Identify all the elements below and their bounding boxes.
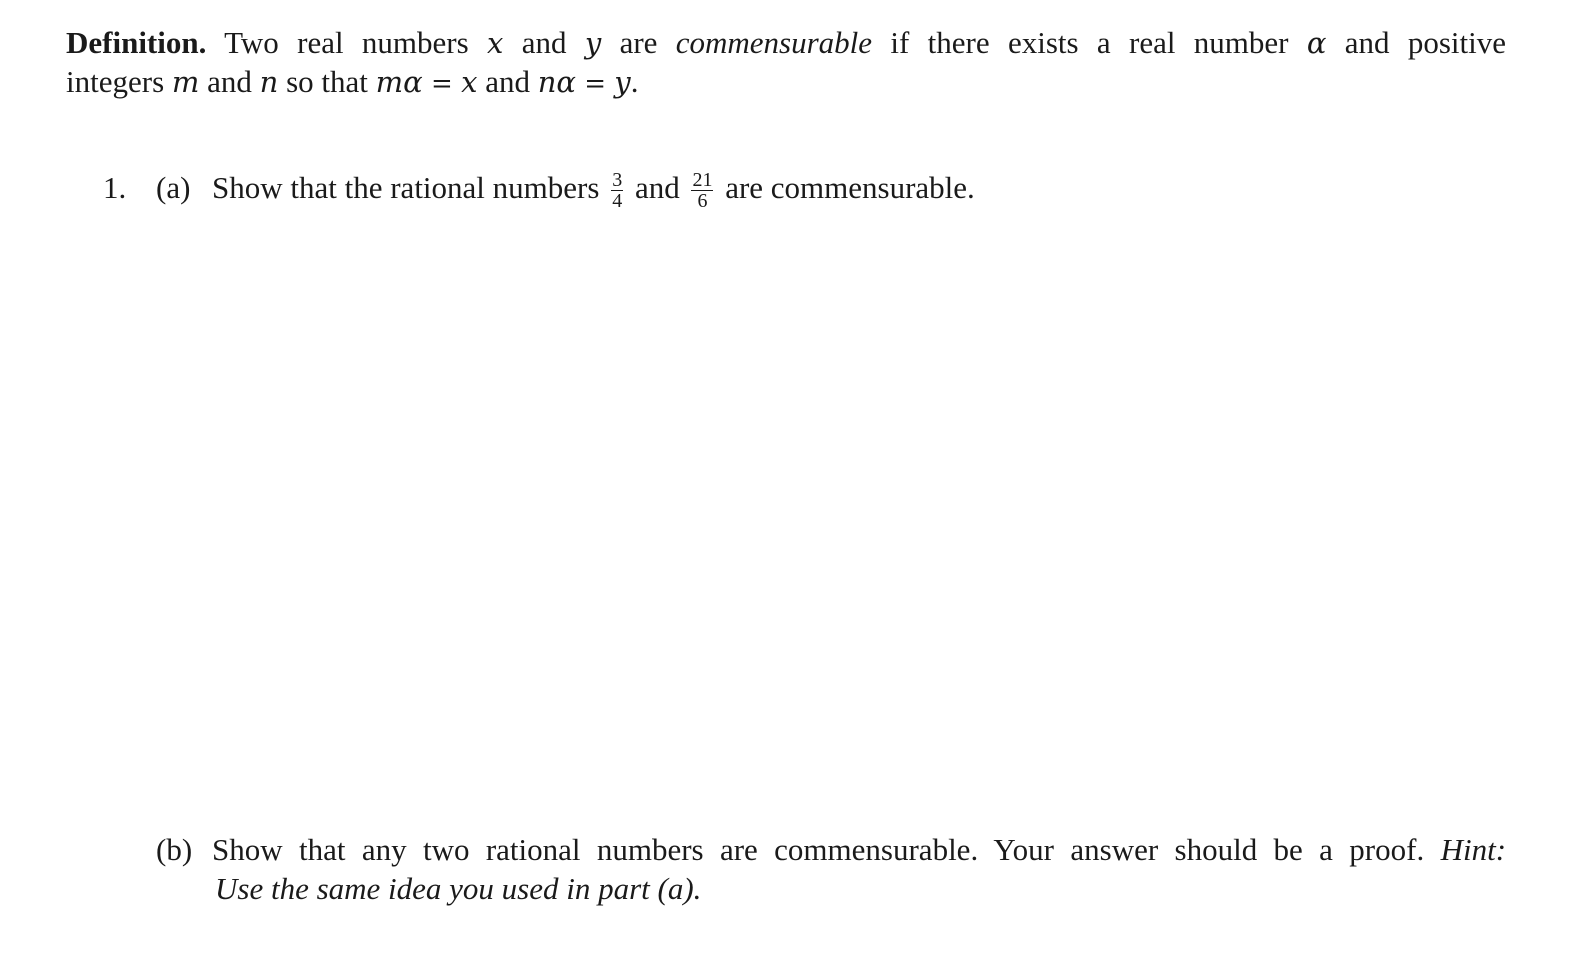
defined-term: commensurable [675, 25, 873, 60]
part-b-label: (b) [156, 832, 193, 867]
definition-text: are [601, 25, 676, 60]
definition-text: so that [278, 64, 376, 99]
definition-line-2 [66, 63, 638, 103]
problem-number: 1. [103, 170, 127, 205]
variable-alpha: α [1306, 26, 1327, 60]
variable-x: x [487, 26, 504, 60]
definition-text: and positive [1326, 25, 1507, 60]
equation-2-rhs: y [614, 65, 631, 99]
part-a-and: and [634, 170, 680, 205]
variable-y: y [584, 26, 602, 60]
fraction-numerator: 3 [612, 169, 623, 191]
variable-m: m [171, 65, 200, 99]
fraction-denominator: 6 [697, 190, 708, 212]
equals-sign: = [575, 69, 615, 99]
hint-label: Hint: [1440, 832, 1507, 867]
part-b-line-1 [156, 831, 1506, 869]
variable-n: n [259, 65, 279, 99]
part-a-label: (a) [156, 170, 191, 205]
fraction-denominator: 4 [612, 190, 623, 212]
part-a-text-end: are commensurable. [725, 170, 975, 205]
definition-text: Two real numbers [206, 25, 488, 60]
part-b-text: Show that any two rational numbers are commensurable. Your answer should be a proof. [212, 832, 1425, 867]
definition-text: and [199, 64, 260, 99]
equals-sign: = [422, 69, 462, 99]
fraction-numerator: 21 [692, 169, 713, 191]
equation-1-lhs: mα [375, 65, 423, 99]
equation-1-rhs: x [461, 65, 478, 99]
part-b-hint-text: Use the same idea you used in part (a). [215, 871, 702, 906]
fraction-three-quarters [611, 170, 623, 211]
part-a [156, 169, 975, 211]
fraction-twenty-one-sixths [691, 170, 713, 211]
definition-line-1 [66, 24, 1506, 62]
part-a-text: Show that the rational numbers [212, 170, 600, 205]
definition-text: and [477, 64, 538, 99]
equation-2-lhs: nα [537, 65, 576, 99]
definition-heading: Definition. [66, 25, 207, 60]
sentence-period: . [630, 64, 639, 99]
definition-text: and [503, 25, 585, 60]
definition-text: integers [66, 64, 172, 99]
definition-text: if there exists a real number [872, 25, 1307, 60]
